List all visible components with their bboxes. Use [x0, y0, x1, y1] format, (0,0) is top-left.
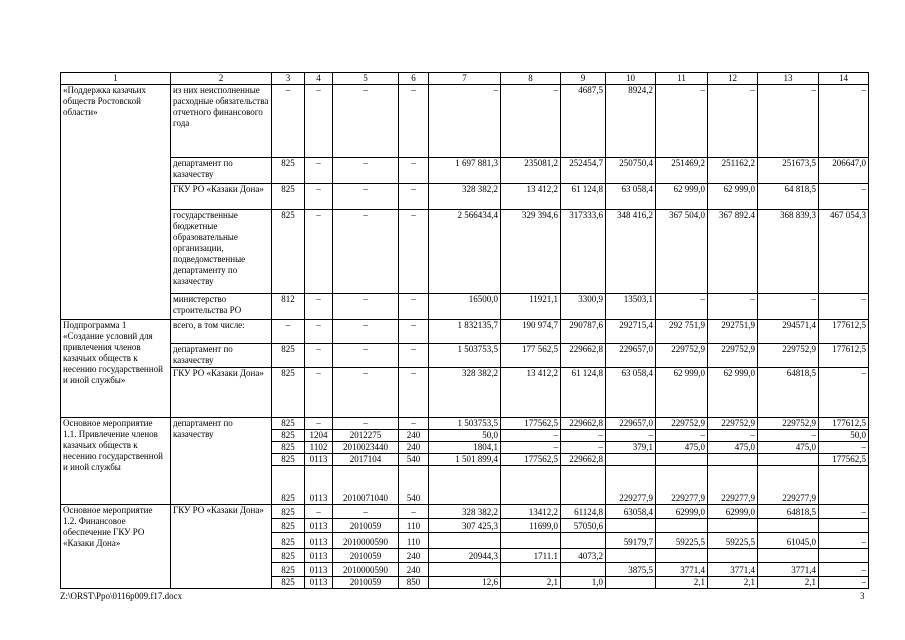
header-row: [61, 73, 869, 85]
value-cell: 3771,4: [656, 563, 708, 577]
value-cell: 540: [399, 466, 429, 505]
value-cell: 825: [272, 549, 305, 563]
value-cell: 0113: [305, 454, 333, 466]
value-cell: –: [819, 368, 869, 418]
value-cell: –: [561, 442, 606, 454]
value-cell: 16500,0: [429, 294, 501, 320]
value-cell: 13 412,2: [501, 184, 561, 210]
value-cell: 61124,8: [561, 505, 606, 519]
value-cell: 20944,3: [429, 549, 501, 563]
value-cell: –: [305, 85, 333, 158]
value-cell: –: [333, 184, 399, 210]
value-cell: –: [758, 430, 819, 442]
value-cell: 0113: [305, 466, 333, 505]
value-cell: –: [333, 505, 399, 519]
value-cell: –: [758, 85, 819, 158]
value-cell: –: [399, 184, 429, 210]
value-cell: [758, 549, 819, 563]
row-label: ГКУ РО «Казаки Дона»: [171, 505, 272, 589]
value-cell: [819, 466, 869, 505]
value-cell: 1711.1: [501, 549, 561, 563]
value-cell: 368 839,3: [758, 210, 819, 294]
value-cell: [656, 519, 708, 533]
value-cell: 2,1: [501, 577, 561, 589]
value-cell: 540: [399, 454, 429, 466]
row-group-label: Основное мероприятие 1.2. Финансовое обеспечение ГКУ РО «Казаки Дона»: [61, 505, 171, 589]
value-cell: –: [501, 442, 561, 454]
value-cell: 229662,8: [561, 418, 606, 430]
value-cell: 229277,9: [708, 466, 758, 505]
column-header: 6: [399, 73, 429, 85]
value-cell: 63 058,4: [606, 184, 656, 210]
value-cell: 0113: [305, 549, 333, 563]
column-header: 12: [708, 73, 758, 85]
value-cell: 57050,6: [561, 519, 606, 533]
value-cell: –: [333, 320, 399, 344]
value-cell: –: [333, 368, 399, 418]
value-cell: 110: [399, 519, 429, 533]
value-cell: 251469,2: [656, 158, 708, 184]
table-row: [61, 184, 869, 210]
row-label: министерство строительства РО: [171, 294, 272, 320]
value-cell: 50,0: [819, 430, 869, 442]
value-cell: –: [305, 368, 333, 418]
value-cell: 177612,5: [819, 344, 869, 368]
value-cell: –: [333, 85, 399, 158]
value-cell: 328 382,2: [429, 505, 501, 519]
table-row: [61, 85, 869, 158]
value-cell: [606, 454, 656, 466]
value-cell: –: [333, 158, 399, 184]
table-row: [61, 505, 869, 519]
value-cell: 62 999,0: [708, 368, 758, 418]
value-cell: 825: [272, 454, 305, 466]
value-cell: 13503,1: [606, 294, 656, 320]
value-cell: –: [708, 294, 758, 320]
value-cell: 328 382,2: [429, 368, 501, 418]
value-cell: 294571,4: [758, 320, 819, 344]
value-cell: [429, 563, 501, 577]
value-cell: –: [429, 85, 501, 158]
value-cell: 229277,9: [656, 466, 708, 505]
column-header: 9: [561, 73, 606, 85]
column-header: 4: [305, 73, 333, 85]
value-cell: 229277,9: [606, 466, 656, 505]
value-cell: 2010059: [333, 519, 399, 533]
value-cell: –: [399, 210, 429, 294]
value-cell: –: [399, 85, 429, 158]
value-cell: 1 832135,7: [429, 320, 501, 344]
value-cell: 825: [272, 442, 305, 454]
value-cell: 812: [272, 294, 305, 320]
value-cell: 3875,5: [606, 563, 656, 577]
value-cell: –: [758, 294, 819, 320]
row-group-label: «Поддержка казачьих обществ Ростовской области»: [61, 85, 171, 320]
value-cell: 240: [399, 549, 429, 563]
value-cell: 12,6: [429, 577, 501, 589]
value-cell: 206647,0: [819, 158, 869, 184]
value-cell: 2010023440: [333, 442, 399, 454]
value-cell: –: [399, 368, 429, 418]
value-cell: 292 751,9: [656, 320, 708, 344]
value-cell: 328 382,2: [429, 184, 501, 210]
value-cell: 235081,2: [501, 158, 561, 184]
value-cell: 290787,6: [561, 320, 606, 344]
row-label: из них неисполненные расходные обязательства отчетного финансового года: [171, 85, 272, 158]
value-cell: 0113: [305, 577, 333, 589]
column-header: 10: [606, 73, 656, 85]
budget-table: [60, 72, 869, 589]
value-cell: –: [561, 430, 606, 442]
value-cell: 329 394,6: [501, 210, 561, 294]
value-cell: 61 124,8: [561, 368, 606, 418]
value-cell: [429, 533, 501, 549]
value-cell: –: [305, 210, 333, 294]
value-cell: 62 999,0: [656, 368, 708, 418]
row-label: ГКУ РО «Казаки Дона»: [171, 368, 272, 418]
table-row: [61, 418, 869, 430]
value-cell: 251162,2: [708, 158, 758, 184]
value-cell: 177612,5: [819, 418, 869, 430]
value-cell: –: [305, 158, 333, 184]
value-cell: [606, 549, 656, 563]
value-cell: 1 503753,5: [429, 344, 501, 368]
value-cell: –: [333, 294, 399, 320]
value-cell: –: [272, 320, 305, 344]
value-cell: –: [819, 442, 869, 454]
value-cell: [561, 533, 606, 549]
value-cell: 8924,2: [606, 85, 656, 158]
value-cell: 825: [272, 430, 305, 442]
value-cell: –: [399, 320, 429, 344]
table-row: [61, 368, 869, 418]
value-cell: 2010059: [333, 549, 399, 563]
value-cell: [561, 563, 606, 577]
column-header: 13: [758, 73, 819, 85]
value-cell: –: [819, 85, 869, 158]
table-row: [61, 294, 869, 320]
value-cell: [501, 533, 561, 549]
value-cell: 475,0: [708, 442, 758, 454]
value-cell: 2012275: [333, 430, 399, 442]
value-cell: 61 124,8: [561, 184, 606, 210]
value-cell: 2,1: [758, 577, 819, 589]
value-cell: –: [606, 430, 656, 442]
value-cell: [819, 519, 869, 533]
value-cell: 3771,4: [758, 563, 819, 577]
value-cell: 62 999,0: [708, 184, 758, 210]
column-header: 3: [272, 73, 305, 85]
value-cell: –: [399, 294, 429, 320]
value-cell: [656, 454, 708, 466]
value-cell: –: [333, 210, 399, 294]
value-cell: 825: [272, 577, 305, 589]
value-cell: 252454,7: [561, 158, 606, 184]
value-cell: 13412,2: [501, 505, 561, 519]
value-cell: –: [656, 294, 708, 320]
value-cell: 240: [399, 442, 429, 454]
value-cell: –: [399, 505, 429, 519]
value-cell: 50,0: [429, 430, 501, 442]
row-label: всего, в том числе:: [171, 320, 272, 344]
value-cell: [561, 466, 606, 505]
value-cell: –: [501, 85, 561, 158]
value-cell: 825: [272, 563, 305, 577]
value-cell: 177562,5: [501, 418, 561, 430]
value-cell: 229752,9: [758, 418, 819, 430]
value-cell: 1 697 881,3: [429, 158, 501, 184]
footer-page-number: 3: [860, 591, 865, 601]
value-cell: 292715,4: [606, 320, 656, 344]
value-cell: –: [501, 430, 561, 442]
value-cell: 1,0: [561, 577, 606, 589]
value-cell: 2010000590: [333, 533, 399, 549]
value-cell: 825: [272, 368, 305, 418]
value-cell: 825: [272, 466, 305, 505]
row-label: государственные бюджетные образовательные организации, подведомственные департаменту по казачеству: [171, 210, 272, 294]
value-cell: 62999,0: [708, 505, 758, 519]
value-cell: 11921,1: [501, 294, 561, 320]
value-cell: 13 412,2: [501, 368, 561, 418]
value-cell: –: [656, 430, 708, 442]
value-cell: –: [819, 533, 869, 549]
column-header: 5: [333, 73, 399, 85]
value-cell: 475,0: [758, 442, 819, 454]
row-label: ГКУ РО «Казаки Дона»: [171, 184, 272, 210]
value-cell: 59225,5: [656, 533, 708, 549]
value-cell: –: [656, 85, 708, 158]
value-cell: [501, 466, 561, 505]
value-cell: –: [305, 184, 333, 210]
value-cell: 348 416,2: [606, 210, 656, 294]
value-cell: 0113: [305, 519, 333, 533]
value-cell: –: [305, 418, 333, 430]
value-cell: 59225,5: [708, 533, 758, 549]
value-cell: 3300,9: [561, 294, 606, 320]
value-cell: 63058,4: [606, 505, 656, 519]
value-cell: 251673,5: [758, 158, 819, 184]
value-cell: –: [305, 505, 333, 519]
value-cell: 240: [399, 563, 429, 577]
value-cell: [758, 519, 819, 533]
value-cell: –: [272, 85, 305, 158]
value-cell: 825: [272, 519, 305, 533]
value-cell: 825: [272, 184, 305, 210]
value-cell: 11699,0: [501, 519, 561, 533]
value-cell: 367 892.4: [708, 210, 758, 294]
value-cell: 292751,9: [708, 320, 758, 344]
table-row: [61, 320, 869, 344]
column-header: 11: [656, 73, 708, 85]
value-cell: 110: [399, 533, 429, 549]
value-cell: –: [399, 418, 429, 430]
value-cell: 229752,9: [708, 418, 758, 430]
value-cell: –: [305, 294, 333, 320]
value-cell: 63 058,4: [606, 368, 656, 418]
value-cell: –: [708, 430, 758, 442]
value-cell: [429, 466, 501, 505]
value-cell: –: [819, 563, 869, 577]
value-cell: –: [305, 320, 333, 344]
column-header: 7: [429, 73, 501, 85]
value-cell: 190 974,7: [501, 320, 561, 344]
value-cell: 64 818,5: [758, 184, 819, 210]
value-cell: [501, 563, 561, 577]
value-cell: 229752,9: [758, 344, 819, 368]
value-cell: 317333,6: [561, 210, 606, 294]
value-cell: 59179,7: [606, 533, 656, 549]
value-cell: [606, 577, 656, 589]
value-cell: [656, 549, 708, 563]
value-cell: 62 999,0: [656, 184, 708, 210]
column-header: 8: [501, 73, 561, 85]
value-cell: 367 504,0: [656, 210, 708, 294]
column-header: 2: [171, 73, 272, 85]
value-cell: 62999,0: [656, 505, 708, 519]
value-cell: 2010059: [333, 577, 399, 589]
value-cell: –: [708, 85, 758, 158]
value-cell: 2010000590: [333, 563, 399, 577]
table-row: [61, 210, 869, 294]
value-cell: [708, 454, 758, 466]
value-cell: [606, 519, 656, 533]
value-cell: –: [819, 184, 869, 210]
value-cell: [708, 549, 758, 563]
value-cell: 64818,5: [758, 505, 819, 519]
value-cell: 825: [272, 344, 305, 368]
value-cell: –: [399, 344, 429, 368]
value-cell: 475,0: [656, 442, 708, 454]
value-cell: [708, 519, 758, 533]
value-cell: 825: [272, 158, 305, 184]
value-cell: 1204: [305, 430, 333, 442]
value-cell: 177562,5: [501, 454, 561, 466]
value-cell: 0113: [305, 563, 333, 577]
value-cell: 307 425,3: [429, 519, 501, 533]
value-cell: 2,1: [656, 577, 708, 589]
footer-file-path: Z:\ORST\Ppo\0116p009.f17.docx: [60, 591, 183, 601]
value-cell: 825: [272, 418, 305, 430]
value-cell: –: [819, 505, 869, 519]
value-cell: 1 501 899,4: [429, 454, 501, 466]
value-cell: 1804,1: [429, 442, 501, 454]
value-cell: 4687,5: [561, 85, 606, 158]
table-row: [61, 158, 869, 184]
value-cell: 2010071040: [333, 466, 399, 505]
value-cell: 379,1: [606, 442, 656, 454]
value-cell: 2,1: [708, 577, 758, 589]
value-cell: 177 562,5: [501, 344, 561, 368]
value-cell: –: [819, 577, 869, 589]
value-cell: –: [333, 418, 399, 430]
value-cell: [819, 549, 869, 563]
value-cell: –: [333, 344, 399, 368]
value-cell: 3771,4: [708, 563, 758, 577]
value-cell: 61045,0: [758, 533, 819, 549]
value-cell: 229752,9: [656, 418, 708, 430]
value-cell: 64818,5: [758, 368, 819, 418]
value-cell: 229657,0: [606, 418, 656, 430]
value-cell: –: [305, 344, 333, 368]
value-cell: 1 503753,5: [429, 418, 501, 430]
value-cell: 467 054,3: [819, 210, 869, 294]
value-cell: 0113: [305, 533, 333, 549]
value-cell: 825: [272, 210, 305, 294]
value-cell: 2 566434,4: [429, 210, 501, 294]
value-cell: 1102: [305, 442, 333, 454]
row-group-label: Основное мероприятие 1.1. Привлечение членов казачьих обществ к несению государственной и иной службы: [61, 418, 171, 505]
row-label: департамент по казачеству: [171, 418, 272, 505]
column-header: 14: [819, 73, 869, 85]
table-row: [61, 344, 869, 368]
value-cell: 229752,9: [708, 344, 758, 368]
value-cell: 229277,9: [758, 466, 819, 505]
value-cell: 2017104: [333, 454, 399, 466]
row-group-label: Подпрограмма 1 «Создание условий для привлечения членов казачьих обществ к несению государственной и иной службы»: [61, 320, 171, 418]
value-cell: 825: [272, 533, 305, 549]
row-label: департамент по казачеству: [171, 344, 272, 368]
value-cell: 177562,5: [819, 454, 869, 466]
row-label: департамент по казачеству: [171, 158, 272, 184]
value-cell: –: [819, 294, 869, 320]
value-cell: 229657,0: [606, 344, 656, 368]
value-cell: 229662,8: [561, 454, 606, 466]
column-header: 1: [61, 73, 171, 85]
value-cell: [758, 454, 819, 466]
value-cell: 825: [272, 505, 305, 519]
value-cell: 229752,9: [656, 344, 708, 368]
value-cell: –: [399, 158, 429, 184]
value-cell: 250750,4: [606, 158, 656, 184]
value-cell: 229662,8: [561, 344, 606, 368]
value-cell: 240: [399, 430, 429, 442]
value-cell: 850: [399, 577, 429, 589]
value-cell: 177612,5: [819, 320, 869, 344]
value-cell: 4073,2: [561, 549, 606, 563]
